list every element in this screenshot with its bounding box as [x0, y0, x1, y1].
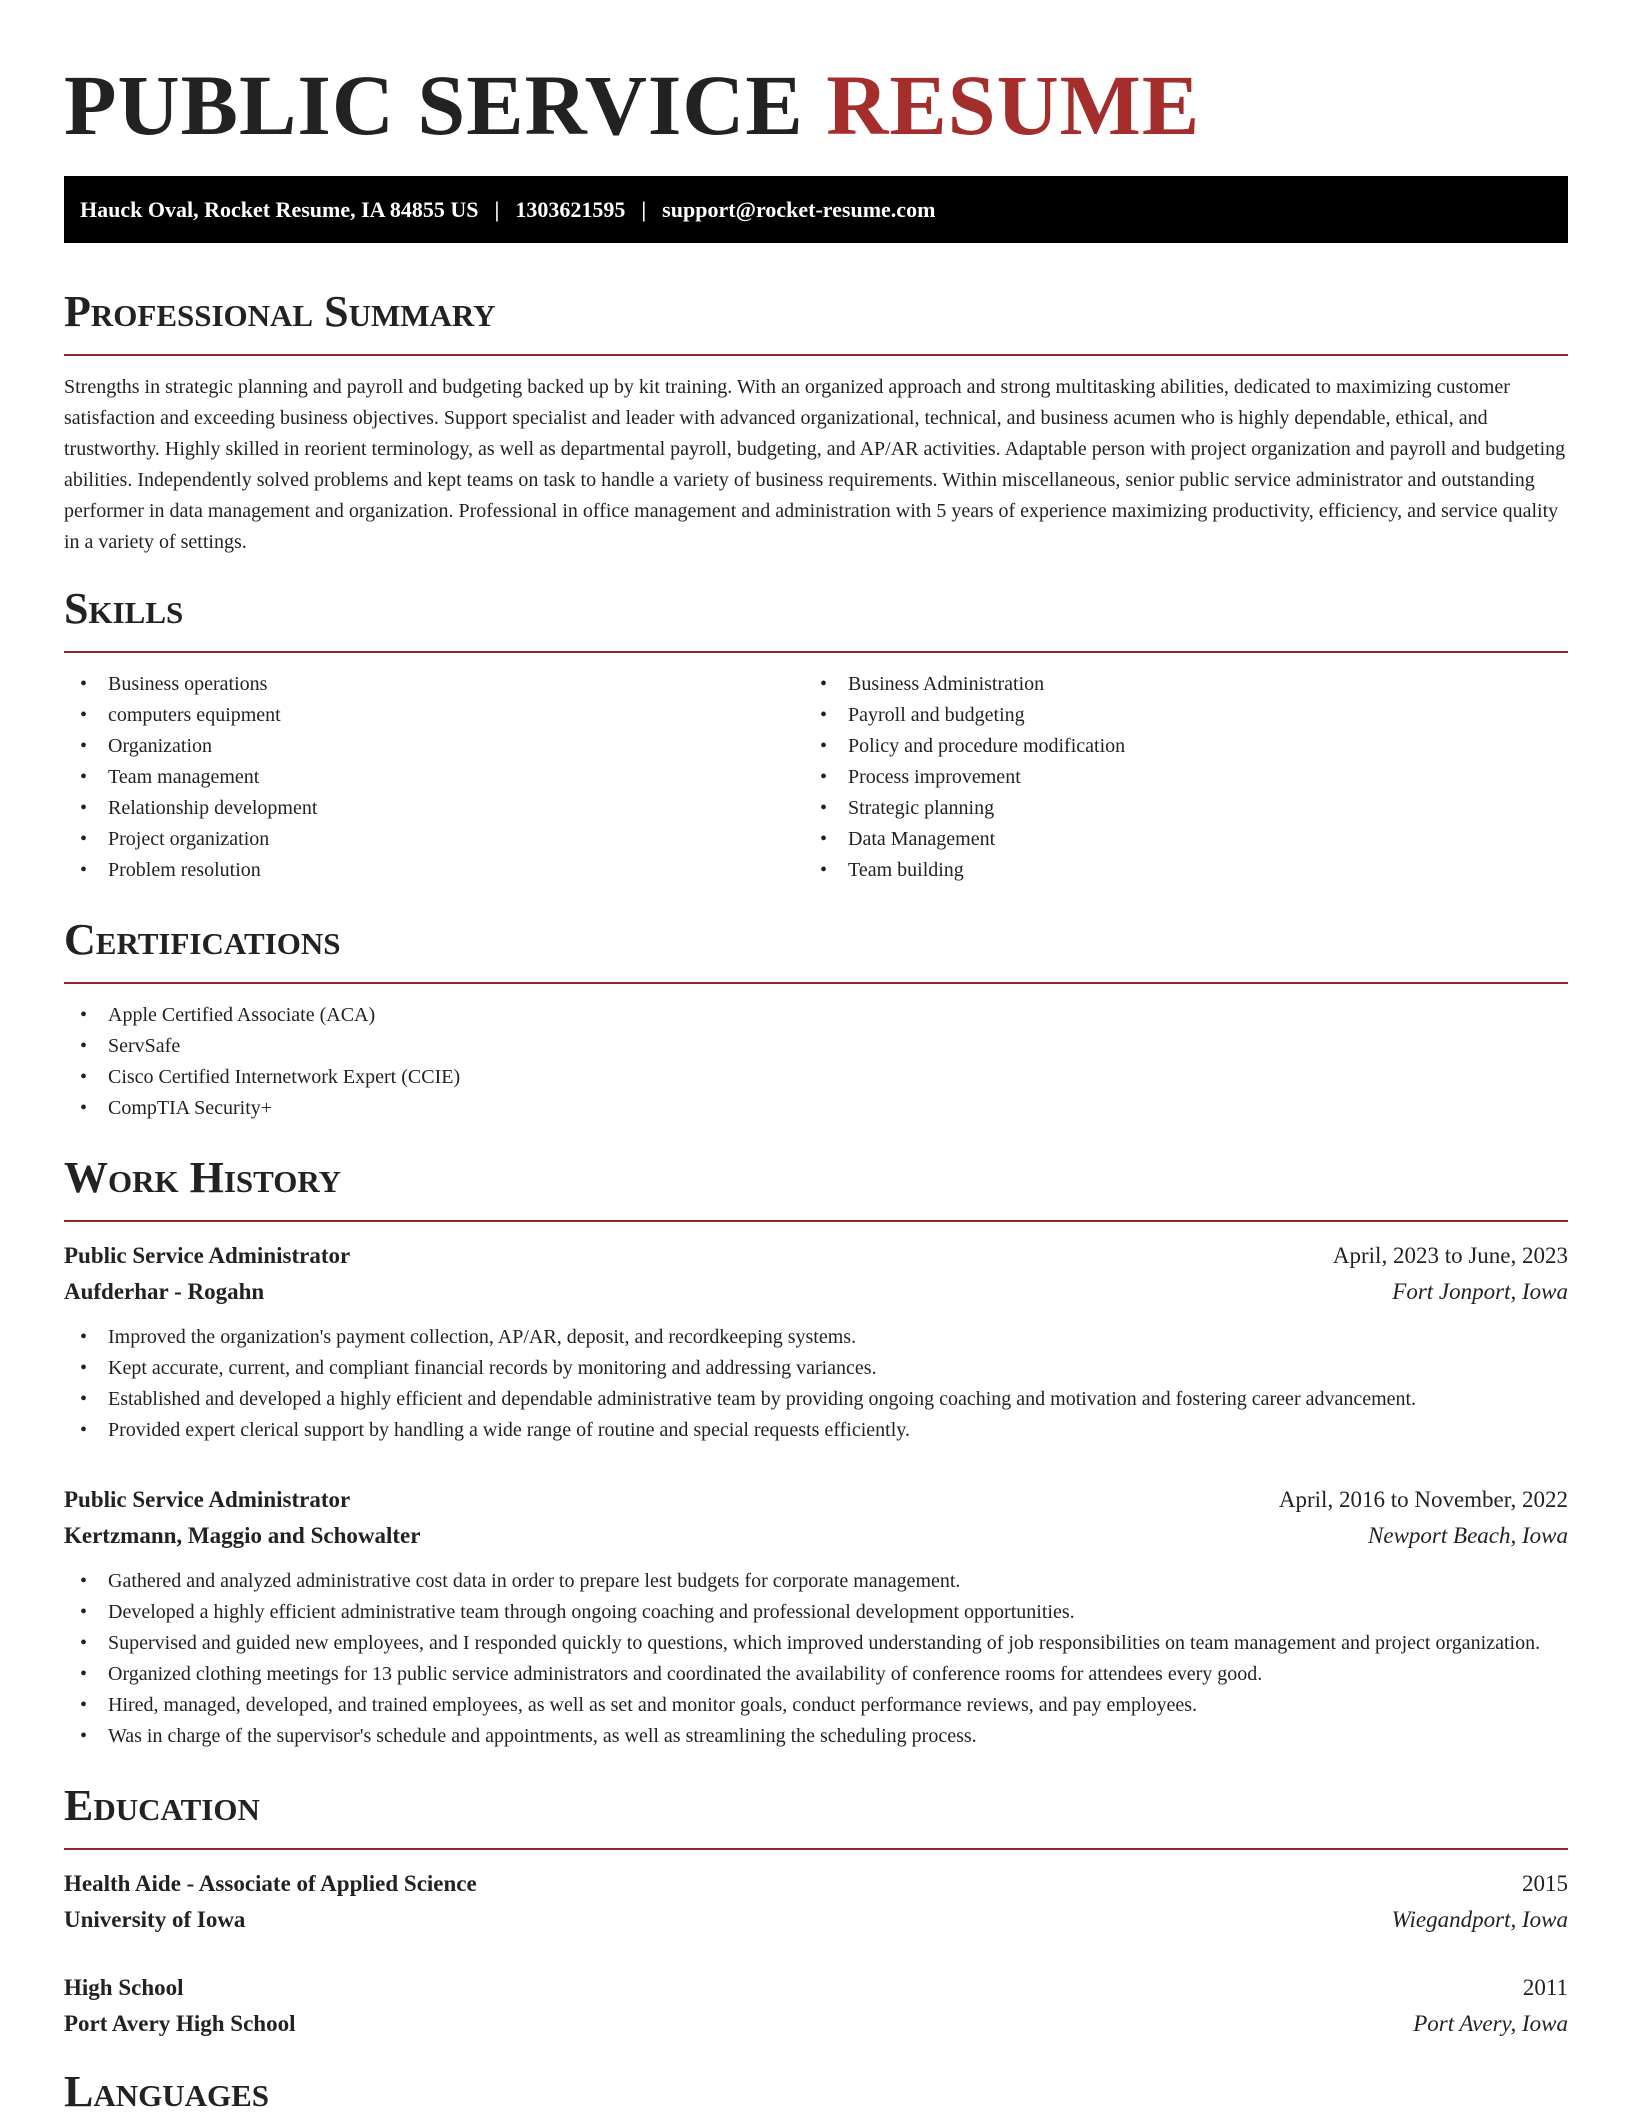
- education-header: [64, 1866, 1568, 1902]
- skill-item: • computers equipment: [64, 700, 804, 731]
- education-school: University of Iowa: [64, 1907, 246, 1932]
- section-divider: [64, 354, 1568, 356]
- skill-item: • Payroll and budgeting: [804, 700, 1544, 731]
- skill-item: • Team management: [64, 762, 804, 793]
- title-accent: RESUME: [826, 57, 1201, 153]
- education-location: Wiegandport, Iowa: [1391, 1907, 1568, 1932]
- certification-item: • CompTIA Security+: [64, 1093, 1568, 1124]
- education-heading: Education: [64, 1781, 260, 1830]
- skill-item: • Team building: [804, 855, 1544, 886]
- job-entry: [64, 1482, 1568, 1752]
- section-divider: [64, 651, 1568, 653]
- job-duty: • Was in charge of the supervisor's schedule and appointments, as well as streamlining the scheduling process.: [64, 1721, 1568, 1752]
- section-divider: [64, 982, 1568, 984]
- job-duty: • Developed a highly efficient administrative team through ongoing coaching and professional development opportunities.: [64, 1597, 1568, 1628]
- job-subheader: [64, 1518, 1568, 1554]
- contact-separator: |: [494, 196, 500, 222]
- job-header: [64, 1238, 1568, 1274]
- education-school: Port Avery High School: [64, 2011, 296, 2036]
- contact-separator: |: [641, 196, 647, 222]
- job-employer: Kertzmann, Maggio and Schowalter: [64, 1523, 421, 1548]
- education-year: 2011: [1522, 1975, 1568, 2000]
- education-year: 2015: [1522, 1871, 1568, 1896]
- education-location: Port Avery, Iowa: [1413, 2011, 1568, 2036]
- contact-address: Hauck Oval, Rocket Resume, IA 84855 US: [80, 196, 479, 222]
- job-header: [64, 1482, 1568, 1518]
- certifications-heading: Certifications: [64, 915, 341, 964]
- job-duty: • Kept accurate, current, and compliant financial records by monitoring and addressing variances.: [64, 1353, 1568, 1384]
- contact-email: support@rocket-resume.com: [662, 196, 936, 222]
- skill-item: • Policy and procedure modification: [804, 731, 1544, 762]
- education-header: [64, 1970, 1568, 2006]
- education-entry: [64, 1970, 1568, 2042]
- skill-item: • Process improvement: [804, 762, 1544, 793]
- certification-item: • Apple Certified Associate (ACA): [64, 1000, 1568, 1031]
- education-subheader: [64, 1902, 1568, 1938]
- work-history-section: [64, 1150, 1568, 1752]
- resume-content: [64, 0, 1568, 2112]
- job-duty: • Hired, managed, developed, and trained employees, as well as set and monitor goals, conduct performance reviews, and pay employees.: [64, 1690, 1568, 1721]
- job-duties: [64, 1566, 1568, 1752]
- job-title: Public Service Administrator: [64, 1243, 351, 1268]
- summary-heading: Professional Summary: [64, 287, 496, 336]
- certification-item: • ServSafe: [64, 1031, 1568, 1062]
- skills-heading: Skills: [64, 584, 184, 633]
- job-subheader: [64, 1274, 1568, 1310]
- section-divider: [64, 1848, 1568, 1850]
- job-duty: • Improved the organization's payment collection, AP/AR, deposit, and recordkeeping systems.: [64, 1322, 1568, 1353]
- work-history-heading: Work History: [64, 1153, 342, 1202]
- languages-section: [64, 2064, 1568, 2112]
- languages-heading: Languages: [64, 2067, 270, 2112]
- education-section: [64, 1778, 1568, 2042]
- education-subheader: [64, 2006, 1568, 2042]
- education-entry: [64, 1866, 1568, 1938]
- contact-phone: 1303621595: [515, 196, 626, 222]
- job-duty: • Organized clothing meetings for 13 public service administrators and coordinated the availability of conference rooms for attendees every good.: [64, 1659, 1568, 1690]
- job-duty: • Provided expert clerical support by handling a wide range of routine and special requests efficiently.: [64, 1415, 1568, 1446]
- skill-item: • Problem resolution: [64, 855, 804, 886]
- summary-section: [64, 284, 1568, 558]
- skills-list-left: [64, 669, 804, 886]
- skills-list-right: [804, 669, 1544, 886]
- job-dates: April, 2023 to June, 2023: [1332, 1243, 1568, 1268]
- summary-text: Strengths in strategic planning and payroll and budgeting backed up by kit training. With an organized approach and strong multitasking abilities, dedicated to maximizing customer satisfaction and exceeding business objectives. Support specialist and leader with advanced organizational, technical, and business acumen who is highly dependable, ethical, and trustworthy. Highly skilled in reorient terminology, as well as departmental payroll, budgeting, and AP/AR activities. Adaptable person with project organization and payroll and budgeting abilities. Independently solved problems and kept teams on task to handle a variety of business requirements. Within miscellaneous, senior public service administrator and outstanding performer in data management and organization. Professional in office management and administration with 5 years of experience maximizing productivity, efficiency, and service quality in a variety of settings.: [64, 376, 1566, 553]
- skills-grid: [64, 669, 1568, 886]
- section-divider: [64, 1220, 1568, 1222]
- job-title: Public Service Administrator: [64, 1487, 351, 1512]
- job-location: Fort Jonport, Iowa: [1392, 1279, 1568, 1304]
- education-degree: Health Aide - Associate of Applied Science: [64, 1871, 477, 1896]
- skill-item: • Organization: [64, 731, 804, 762]
- skill-item: • Relationship development: [64, 793, 804, 824]
- skills-section: [64, 581, 1568, 886]
- skill-item: • Strategic planning: [804, 793, 1544, 824]
- job-duty: • Supervised and guided new employees, and I responded quickly to questions, which improved understanding of job responsibilities on team management and project organization.: [64, 1628, 1568, 1659]
- skill-item: • Business operations: [64, 669, 804, 700]
- skill-item: • Data Management: [804, 824, 1544, 855]
- job-dates: April, 2016 to November, 2022: [1278, 1487, 1568, 1512]
- certification-item: • Cisco Certified Internetwork Expert (CCIE): [64, 1062, 1568, 1093]
- skill-item: • Business Administration: [804, 669, 1544, 700]
- resume-title: [64, 0, 1568, 160]
- job-entry: [64, 1238, 1568, 1446]
- job-location: Newport Beach, Iowa: [1368, 1523, 1568, 1548]
- skill-item: • Project organization: [64, 824, 804, 855]
- job-duties: [64, 1322, 1568, 1446]
- certifications-list: [64, 1000, 1568, 1124]
- contact-bar: [64, 176, 1568, 243]
- job-employer: Aufderhar - Rogahn: [64, 1279, 265, 1304]
- job-duty: • Established and developed a highly efficient and dependable administrative team by providing ongoing coaching and motivation and fostering career advancement.: [64, 1384, 1568, 1415]
- job-duty: • Gathered and analyzed administrative cost data in order to prepare lest budgets for corporate management.: [64, 1566, 1568, 1597]
- education-degree: High School: [64, 1975, 184, 2000]
- certifications-section: [64, 912, 1568, 1124]
- title-primary: PUBLIC SERVICE: [64, 57, 827, 153]
